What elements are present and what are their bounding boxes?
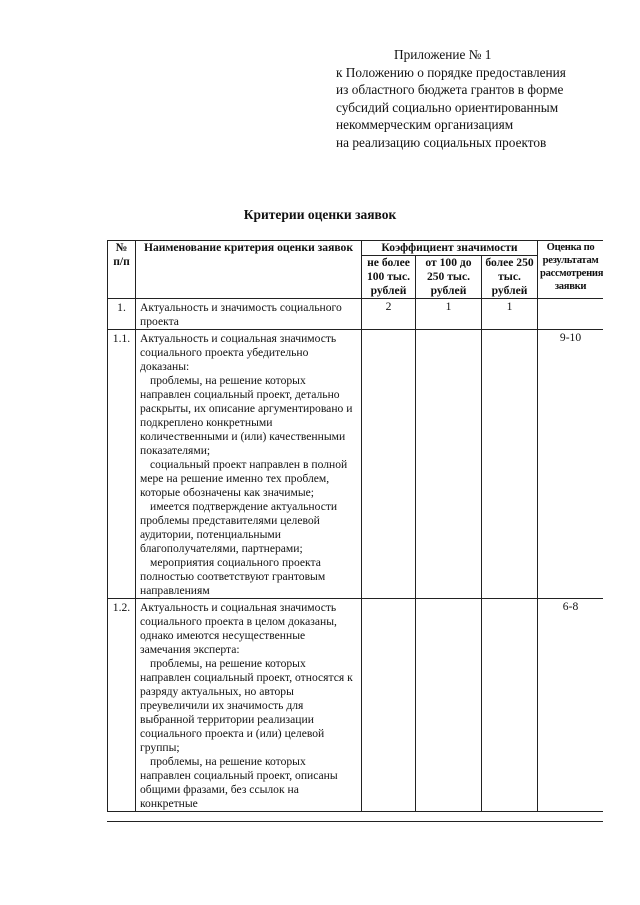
table-row: [108, 330, 604, 599]
criterion-paragraph: проблемы, на решение которых направлен социальный проект, относятся к разряду актуальных, но авторы преувеличили их значимость для выбранной территории реализации социального проекта и (или) целевой группы;: [140, 657, 353, 754]
appendix-line: на реализацию социальных проектов: [336, 134, 547, 150]
criteria-table-frame: [107, 240, 603, 822]
appendix-line: к Положению о порядке предоставления: [336, 64, 566, 80]
appendix-line: из областного бюджета грантов в форме: [336, 82, 564, 97]
row-number: 1.1.: [108, 330, 136, 599]
header-num: № п/п: [108, 241, 136, 299]
coef-cell: 1: [416, 299, 482, 330]
coef-cell: [362, 330, 416, 599]
criterion-text: [136, 330, 362, 599]
appendix-title: Приложение № 1: [394, 47, 492, 62]
coef-cell: [416, 330, 482, 599]
document-title: Критерии оценки заявок: [243, 207, 397, 222]
header-coef-col: не более 100 тыс. рублей: [362, 256, 416, 299]
row-number: 1.2.: [108, 599, 136, 812]
score-cell: [538, 299, 603, 330]
appendix-block: [336, 46, 626, 151]
coef-cell: 2: [362, 299, 416, 330]
criterion-paragraph: социальный проект направлен в полной мере на решение именно тех проблем, которые обозначены как значимые;: [140, 458, 348, 499]
appendix-line: некоммерческим организациям: [336, 117, 514, 132]
criterion-text: [136, 299, 362, 330]
coef-cell: [482, 330, 538, 599]
header-coef-col: более 250 тыс. рублей: [482, 256, 538, 299]
score-cell: 9-10: [538, 330, 603, 599]
criteria-table: [107, 240, 603, 812]
header-coef-group: Коэффициент значимости: [362, 241, 538, 256]
table-row: [108, 599, 604, 812]
coef-cell: [482, 599, 538, 812]
criterion-paragraph: проблемы, на решение которых направлен социальный проект, описаны общими фразами, без ссылок на конкретные: [140, 755, 338, 810]
criterion-paragraph: Актуальность и значимость социального проекта: [140, 301, 342, 328]
header-coef-col: от 100 до 250 тыс. рублей: [416, 256, 482, 299]
header-name: Наименование критерия оценки заявок: [136, 241, 362, 299]
criterion-paragraph: Актуальность и социальная значимость социального проекта убедительно доказаны:: [140, 332, 337, 373]
criterion-paragraph: мероприятия социального проекта полностью соответствуют грантовым направлениям: [140, 556, 326, 597]
coef-cell: [362, 599, 416, 812]
criterion-paragraph: Актуальность и социальная значимость социального проекта в целом доказаны, однако имеются несущественные замечания эксперта:: [140, 601, 337, 656]
criterion-text: [136, 599, 362, 812]
header-score: Оценка по результатам рассмотрения заявки: [538, 241, 603, 299]
criterion-paragraph: проблемы, на решение которых направлен социальный проект, детально раскрыты, их описание аргументировано и подкреплено конкретными количественными и (или) качественными показателями;: [140, 374, 353, 457]
coef-cell: [416, 599, 482, 812]
criterion-paragraph: имеется подтверждение актуальности проблемы представителями целевой аудитории, потенциальными благополучателями, партнерами;: [140, 500, 338, 555]
coef-cell: 1: [482, 299, 538, 330]
table-row: [108, 299, 604, 330]
score-cell: 6-8: [538, 599, 603, 812]
appendix-line: субсидий социально ориентированным: [336, 99, 559, 115]
row-number: 1.: [108, 299, 136, 330]
